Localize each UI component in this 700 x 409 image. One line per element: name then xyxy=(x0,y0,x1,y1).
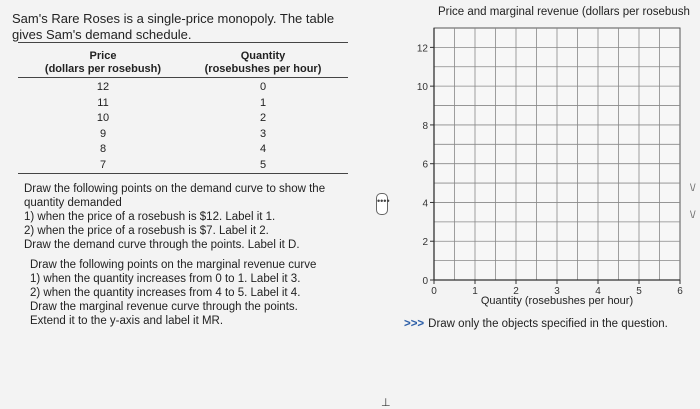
y-tick-label: 12 xyxy=(416,43,428,55)
y-tick-label: 2 xyxy=(422,237,428,249)
quantity-header: Quantity (rosebushes per hour) xyxy=(204,50,322,75)
x-tick-label: 3 xyxy=(554,286,560,297)
price-cell: 12 xyxy=(96,81,110,93)
quantity-cell: 0 xyxy=(259,81,267,93)
y-tick-label: 6 xyxy=(422,159,428,171)
quantity-cell: 1 xyxy=(259,96,267,109)
mr-instructions: Draw the following points on the marginal revenue curve 1) when the quantity increases from 0 to 1. Label it 3. 2) when the quantity increases from 4 to 5. Label it 4. Draw the marginal revenue curve through the points. Extend it to the y-axis and label it MR. xyxy=(30,259,317,327)
y-tick-label: 8 xyxy=(422,120,428,132)
price-cell: 11 xyxy=(97,96,109,109)
x-tick-label: 2 xyxy=(513,286,519,297)
price-cell: 7 xyxy=(99,158,107,171)
edge-mark-2: \/ xyxy=(690,210,696,221)
y-tick-label: 0 xyxy=(422,276,428,287)
chart-title: Price and marginal revenue (dollars per rosebush xyxy=(438,6,690,18)
price-cell: 9 xyxy=(99,127,107,140)
y-tick-label: 4 xyxy=(422,198,428,210)
x-tick-label: 0 xyxy=(431,286,437,297)
price-cell: 10 xyxy=(96,112,110,124)
quantity-cell: 5 xyxy=(259,158,267,171)
quantity-cell: 3 xyxy=(259,127,267,140)
pane-resize-handle[interactable]: •••• xyxy=(376,193,388,215)
quantity-cell: 2 xyxy=(259,112,267,124)
hint-text: Draw only the objects specified in the question. xyxy=(428,318,668,330)
quantity-cell: 4 xyxy=(259,143,267,155)
demand-instructions: Draw the following points on the demand curve to show the quantity demanded 1) when the price of a rosebush is $12. Label it 1. 2) when the price of a rosebush is $7. Label it 2. Draw the demand curve through the points. Label it D. xyxy=(24,183,326,251)
anchor-icon: ⊥ xyxy=(381,397,391,409)
x-tick-label: 6 xyxy=(677,286,683,297)
x-tick-label: 4 xyxy=(595,286,601,297)
problem-intro: Sam's Rare Roses is a single-price monopoly. The table gives Sam's demand schedule. xyxy=(12,11,335,42)
y-tick-label: 10 xyxy=(416,82,428,94)
x-tick-label: 5 xyxy=(636,286,642,297)
price-cell: 8 xyxy=(99,143,107,155)
x-axis-label: Quantity (rosebushes per hour) xyxy=(480,295,634,307)
price-header: Price (dollars per rosebush) xyxy=(44,50,162,75)
x-tick-label: 1 xyxy=(472,286,478,297)
hint-arrows: >>> xyxy=(404,318,425,330)
edge-mark-1: \/ xyxy=(690,183,696,194)
drawing-hint xyxy=(404,318,668,330)
